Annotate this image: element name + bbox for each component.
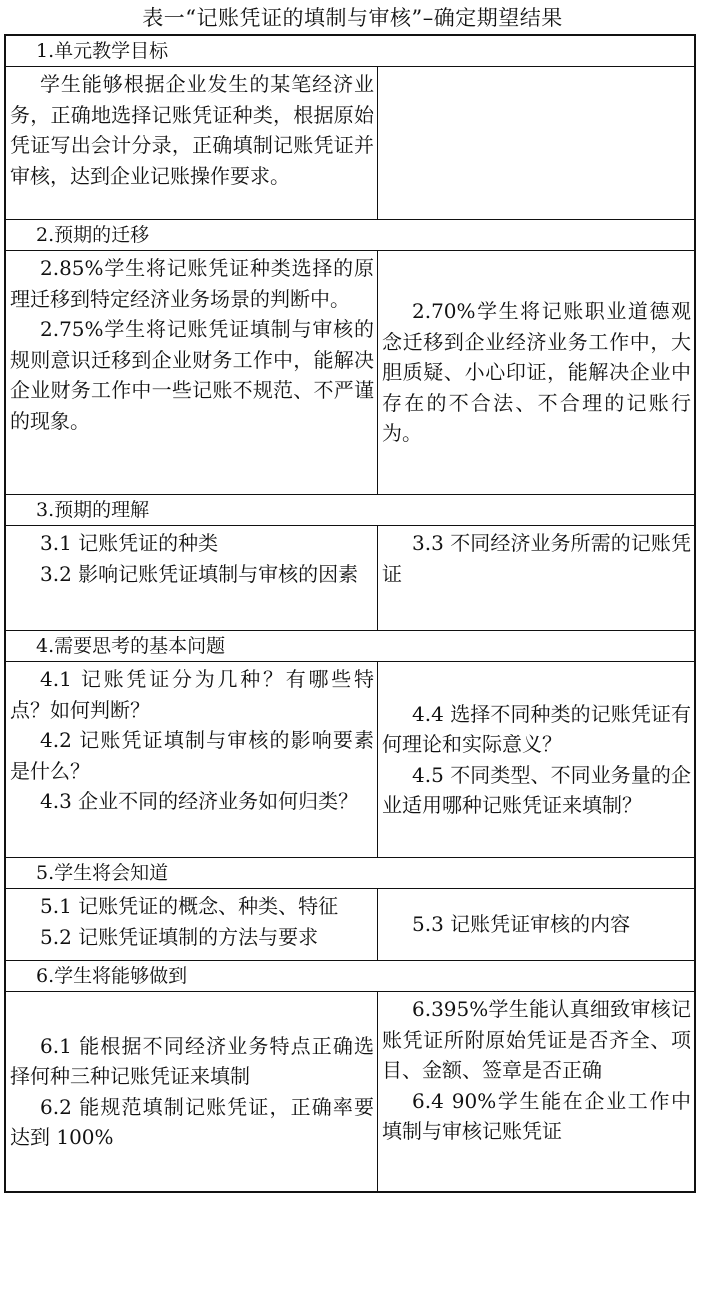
paragraph: 3.3 不同经济业务所需的记账凭证 [382,531,691,586]
paragraph: 4.5 不同类型、不同业务量的企业适用哪种记账凭证来填制？ [382,762,691,817]
left-cell [6,662,378,857]
section-body [6,67,694,220]
paragraph: 4.2 记账凭证填制与审核的影响要素是什么？ [10,728,374,783]
section-heading: 3.预期的理解 [6,495,694,526]
right-cell [378,662,694,857]
paragraph: 5.3 记账凭证审核的内容 [412,912,631,937]
paragraph: 3.1 记账凭证的种类 [40,531,219,555]
section-heading: 5.学生将会知道 [6,858,694,889]
section-heading: 4.需要思考的基本问题 [6,631,694,662]
paragraph: 学生能够根据企业发生的某笔经济业务，正确地选择记账凭证种类，根据原始凭证写出会计分录，正确填制记账凭证并审核，达到企业记账操作要求。 [10,72,374,188]
paragraph: 6.4 90%学生能在企业工作中填制与审核记账凭证 [382,1088,691,1143]
expected-results-table [4,34,696,1193]
paragraph: 2.70%学生将记账职业道德观念迁移到企业经济业务工作中，大胆质疑、小心印证，能解决企业中存在的不合法、不合理的记账行为。 [382,299,691,446]
paragraph: 2.85%学生将记账凭证种类选择的原理迁移到特定经济业务场景的判断中。 [10,256,374,311]
right-cell [378,251,694,494]
section-body [6,889,694,961]
paragraph: 2.75%学生将记账凭证填制与审核的规则意识迁移到企业财务工作中，能解决企业财务工作中一些记账不规范、不严谨的现象。 [10,317,374,433]
left-cell [6,992,378,1191]
paragraph: 4.1 记账凭证分为几种？有哪些特点？如何判断？ [10,667,374,722]
paragraph: 5.2 记账凭证填制的方法与要求 [40,924,319,949]
paragraph: 5.1 记账凭证的概念、种类、特征 [40,894,339,918]
paragraph: 6.395%学生能认真细致审核记账凭证所附原始凭证是否齐全、项目、金额、签章是否正确 [382,997,691,1082]
paragraph: 6.1 能根据不同经济业务特点正确选择何种三种记账凭证来填制 [10,1033,374,1088]
paragraph: 4.3 企业不同的经济业务如何归类？ [40,789,359,813]
right-cell [378,992,694,1191]
left-cell [6,889,378,960]
left-cell [6,67,378,219]
right-cell [378,889,694,960]
section-heading: 2.预期的迁移 [6,220,694,251]
right-cell [378,526,694,630]
right-cell [378,67,694,219]
left-cell [6,526,378,630]
section-body [6,662,694,858]
table-title: 表一“记账凭证的填制与审核”–确定期望结果 [142,6,563,30]
paragraph: 4.4 选择不同种类的记账凭证有何理论和实际意义？ [382,701,691,756]
section-heading: 1.单元教学目标 [6,36,694,67]
paragraph: 3.2 影响记账凭证填制与审核的因素 [40,561,359,586]
section-body [6,251,694,495]
section-body [6,526,694,631]
section-body [6,992,694,1191]
paragraph: 6.2 能规范填制记账凭证，正确率要达到 100% [10,1094,374,1149]
left-cell [6,251,378,494]
section-heading: 6.学生将能够做到 [6,961,694,992]
